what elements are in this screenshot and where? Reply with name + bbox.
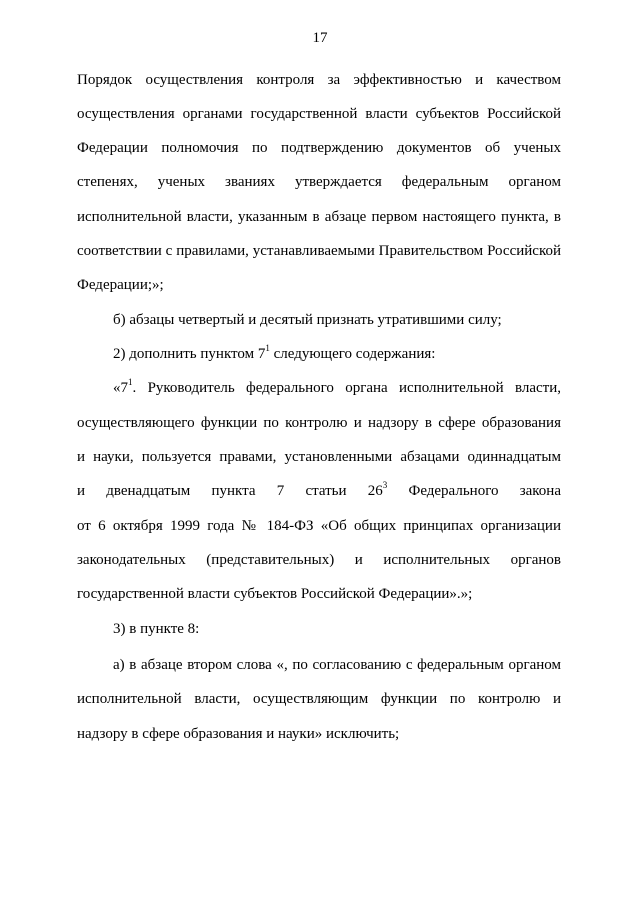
superscript: 1 (265, 343, 270, 353)
paragraph-1-line-7: Федерации;»; (77, 277, 164, 293)
paragraph-1-line-2: осуществления органами государственной власти субъектов Российской (77, 106, 561, 122)
superscript: 1 (128, 377, 133, 387)
paragraph-4-line-3: и науки, пользуется правами, установленными абзацами одиннадцатым (77, 449, 561, 465)
paragraph-1-line-5: исполнительной власти, указанным в абзаце первом настоящего пункта, в (77, 209, 561, 225)
paragraph-4-line-4-text-after: Федерального закона (387, 483, 561, 499)
page-number: 17 (312, 30, 328, 46)
paragraph-4-line-6: законодательных (представительных) и исполнительных органов (77, 552, 561, 568)
paragraph-3-text-before: 2) дополнить пунктом 7 (113, 346, 266, 362)
paragraph-3-line-1 (113, 344, 561, 364)
paragraph-4-line-4 (77, 481, 561, 501)
paragraph-1-line-3: Федерации полномочия по подтверждению документов об ученых (77, 140, 561, 156)
superscript: 3 (382, 480, 388, 490)
paragraph-6-line-1: а) в абзаце втором слова «, по согласованию с федеральным органом (113, 657, 561, 673)
paragraph-1-line-1: Порядок осуществления контроля за эффективностью и качеством (77, 72, 561, 88)
paragraph-4-line-1 (113, 378, 561, 398)
paragraph-1-line-6: соответствии с правилами, устанавливаемыми Правительством Российской (77, 243, 561, 259)
paragraph-4-text-after: . Руководитель федерального органа исполнительной власти, (132, 380, 561, 396)
paragraph-2-line-1: б) абзацы четвертый и десятый признать утратившими силу; (113, 312, 502, 328)
paragraph-6-line-3: надзору в сфере образования и науки» исключить; (77, 726, 400, 742)
paragraph-4-line-4-text-before: и двенадцатым пункта 7 статьи 26 (77, 483, 383, 499)
paragraph-1-line-4: степенях, ученых званиях утверждается федеральным органом (77, 174, 561, 190)
paragraph-6-line-2: исполнительной власти, осуществляющим функции по контролю и (77, 691, 561, 707)
paragraph-4-text-before: «7 (113, 380, 128, 396)
paragraph-4-line-2: осуществляющего функции по контролю и надзору в сфере образования (77, 415, 561, 431)
paragraph-4-line-7: государственной власти субъектов Российской Федерации».»; (77, 586, 473, 602)
paragraph-3-text-after: следующего содержания: (269, 346, 436, 362)
paragraph-4-line-5: от 6 октября 1999 года № 184-ФЗ «Об общих принципах организации (77, 518, 561, 534)
paragraph-5-line-1: 3) в пункте 8: (113, 621, 200, 637)
